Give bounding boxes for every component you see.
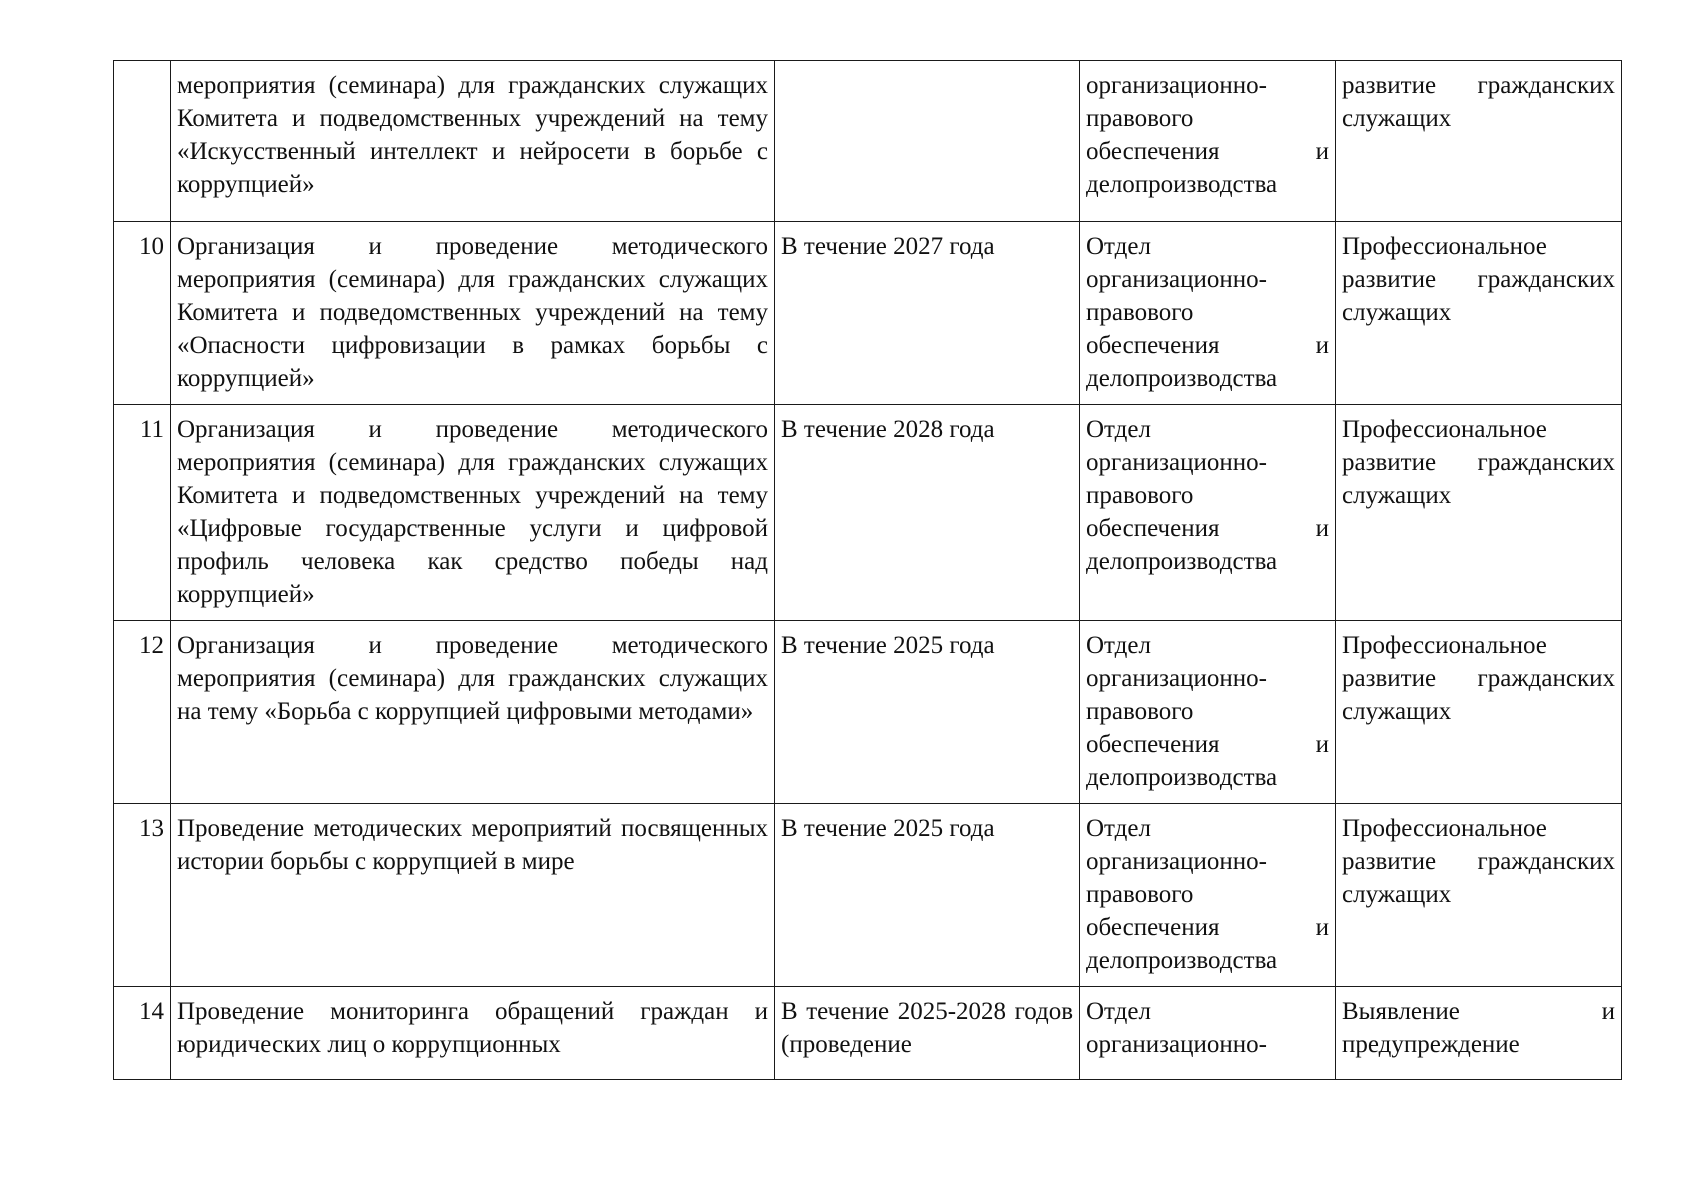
event-description: Организация и проведение методического мероприятия (семинара) для гражданских служащих на тему «Борьба с коррупцией цифровыми методами»: [171, 621, 775, 804]
expected-result: Профессиональное развитие гражданских служащих: [1336, 621, 1622, 804]
event-description: Проведение методических мероприятий посвященных истории борьбы с коррупцией в мире: [171, 804, 775, 987]
deadline: В течение 2025 года: [775, 804, 1080, 987]
row-number: [114, 61, 171, 222]
event-description: Организация и проведение методического мероприятия (семинара) для гражданских служащих Комитета и подведомственных учреждений на тему «Цифровые государственные услуги и цифровой профиль человека как средство победы над коррупцией»: [171, 405, 775, 621]
table-row: [114, 61, 1622, 222]
expected-result: Профессиональное развитие гражданских служащих: [1336, 804, 1622, 987]
table-row: [114, 621, 1622, 804]
event-description: Проведение мониторинга обращений граждан и юридических лиц о коррупционных: [171, 987, 775, 1080]
deadline: В течение 2025-2028 годов (проведение: [775, 987, 1080, 1080]
table-row: [114, 987, 1622, 1080]
responsible-executor: Отдел организационно-правового обеспечения и делопроизводства: [1080, 405, 1336, 621]
table-row: [114, 222, 1622, 405]
responsible-executor: Отдел организационно-правового обеспечения и делопроизводства: [1080, 804, 1336, 987]
deadline: [775, 61, 1080, 222]
row-number: 10: [114, 222, 171, 405]
event-description: Организация и проведение методического мероприятия (семинара) для гражданских служащих Комитета и подведомственных учреждений на тему «Опасности цифровизации в рамках борьбы с коррупцией»: [171, 222, 775, 405]
responsible-executor: организационно-правового обеспечения и делопроизводства: [1080, 61, 1336, 222]
responsible-executor: Отдел организационно-правового обеспечения и делопроизводства: [1080, 621, 1336, 804]
table-row: [114, 405, 1622, 621]
expected-result: Выявление и предупреждение: [1336, 987, 1622, 1080]
row-number: 13: [114, 804, 171, 987]
responsible-executor: Отдел организационно-: [1080, 987, 1336, 1080]
expected-result: Профессиональное развитие гражданских служащих: [1336, 222, 1622, 405]
expected-result: развитие гражданских служащих: [1336, 61, 1622, 222]
table-row: [114, 804, 1622, 987]
expected-result: Профессиональное развитие гражданских служащих: [1336, 405, 1622, 621]
deadline: В течение 2027 года: [775, 222, 1080, 405]
row-number: 12: [114, 621, 171, 804]
anti-corruption-plan-table: [113, 60, 1622, 1080]
responsible-executor: Отдел организационно-правового обеспечения и делопроизводства: [1080, 222, 1336, 405]
row-number: 11: [114, 405, 171, 621]
deadline: В течение 2028 года: [775, 405, 1080, 621]
deadline: В течение 2025 года: [775, 621, 1080, 804]
row-number: 14: [114, 987, 171, 1080]
event-description: мероприятия (семинара) для гражданских служащих Комитета и подведомственных учреждений на тему «Искусственный интеллект и нейросети в борьбе с коррупцией»: [171, 61, 775, 222]
